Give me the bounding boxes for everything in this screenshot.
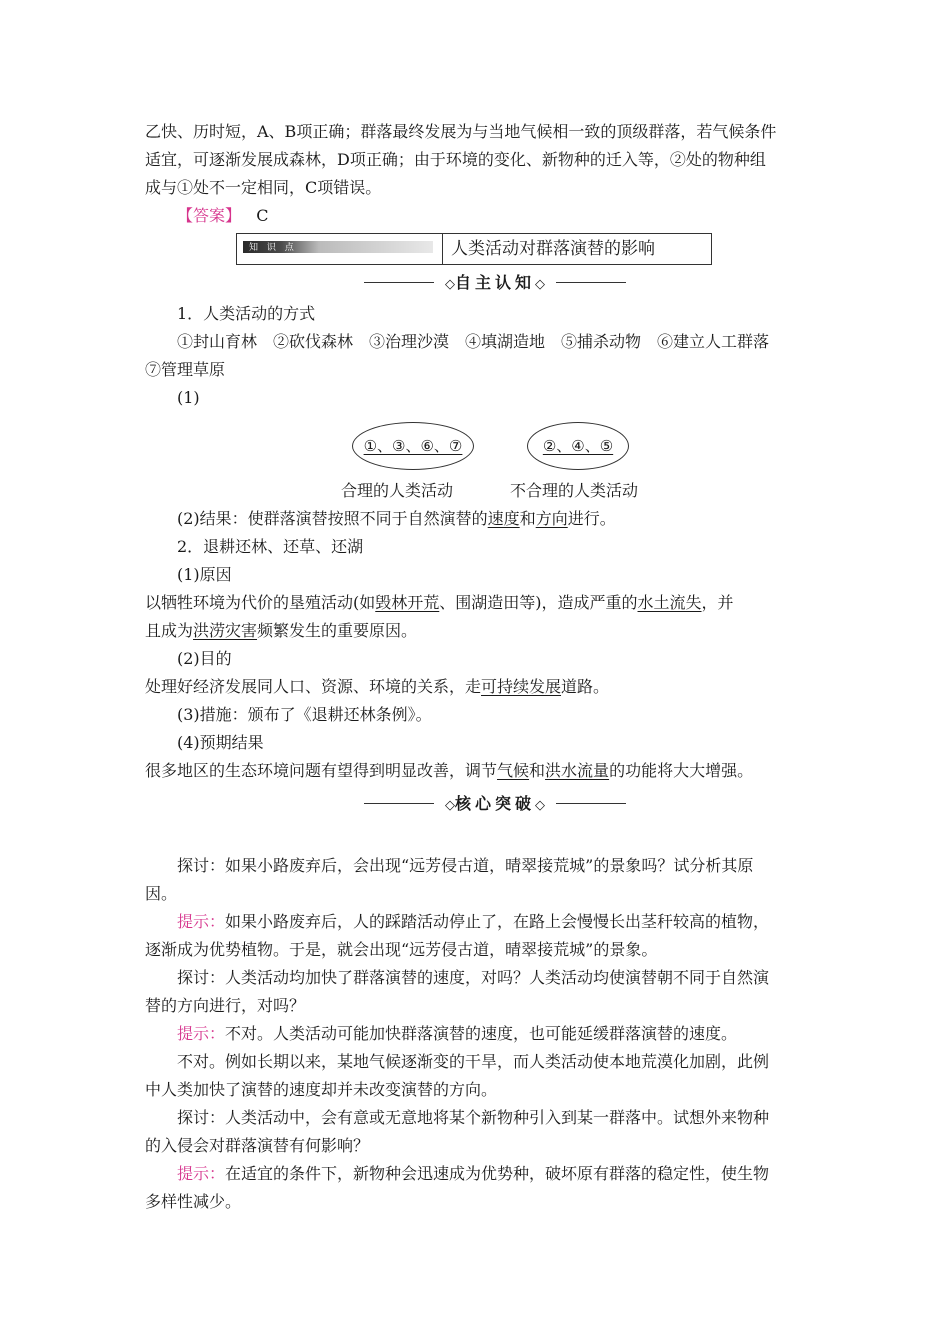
q1-items-line-1: ①封山育林 ②砍伐森林 ③治理沙漠 ④填湖造地 ⑤捕杀动物 ⑥建立人工群落 <box>177 332 770 351</box>
hint-1-line-2: 逐渐成为优势植物。于是，就会出现“远芳侵古道，晴翠接荒城”的景象。 <box>145 940 658 959</box>
box-divider <box>442 234 443 264</box>
result-and: 和 <box>519 509 536 528</box>
reason-line-1 <box>145 589 810 617</box>
diamond-icon: ◇ <box>535 277 545 292</box>
intro-line-3: 成与①处不一定相同，C项错误。 <box>145 178 382 197</box>
ellipse-reasonable <box>352 422 474 470</box>
divider-line-right <box>556 282 626 283</box>
hint-label: 提示： <box>177 1164 226 1183</box>
section-heading-core <box>434 792 556 818</box>
q1-title: 1．人类活动的方式 <box>177 304 316 323</box>
knowledge-point-title: 人类活动对群落演替的影响 <box>451 239 655 259</box>
section-heading-text: 自主认知 <box>454 273 535 292</box>
caption-reasonable: 合理的人类活动 <box>341 481 454 500</box>
reason-title: (1)原因 <box>177 565 232 584</box>
intro-line-2: 适宜，可逐渐发展成森林，D项正确；由于环境的变化、新物种的迁入等，②处的物种组 <box>145 150 766 169</box>
hint-label: 提示： <box>177 1024 226 1043</box>
knowledge-point-tag-text: 知 识 点 <box>249 243 297 253</box>
q2-title: 2．退耕还林、还草、还湖 <box>177 537 364 556</box>
q1-items-line-2: ⑦管理草原 <box>145 360 226 379</box>
discussion-1-line-1: 探讨：如果小路废弃后，会出现“远芳侵古道，晴翠接荒城”的景象吗？试分析其原 <box>177 856 754 875</box>
reasonable-items: ①、③、⑥、⑦ <box>363 437 463 455</box>
answer-value: C <box>256 206 269 225</box>
goal-title: (2)目的 <box>177 649 232 668</box>
result-direction: 方向 <box>535 509 568 528</box>
intro-line-1: 乙快、历时短，A、B项正确；群落最终发展为与当地气候相一致的顶级群落，若气候条件 <box>145 122 777 141</box>
divider-line-left <box>364 282 434 283</box>
knowledge-point-tag <box>243 241 433 253</box>
diamond-icon: ◇ <box>535 798 545 813</box>
discussion-1-line-2: 因。 <box>145 884 178 903</box>
reason-c: ，并 <box>701 593 734 612</box>
hint-3-line-2: 多样性减少。 <box>145 1192 242 1211</box>
reason-erosion: 水土流失 <box>637 593 702 612</box>
expect-climate: 气候 <box>497 761 530 780</box>
expect-flood-flow: 洪水流量 <box>545 761 610 780</box>
diamond-icon: ◇ <box>444 798 455 813</box>
discussion-2-line-2: 替的方向进行，对吗？ <box>145 996 306 1015</box>
divider-line-left <box>364 803 434 804</box>
expect-line <box>145 757 810 785</box>
answer-line <box>177 202 842 230</box>
knowledge-point-box <box>236 233 712 265</box>
discussion-3-line-2: 的入侵会对群落演替有何影响？ <box>145 1136 370 1155</box>
measure-line: (3)措施：颁布了《退耕还林条例》。 <box>177 705 432 724</box>
expect-a: 很多地区的生态环境问题有望得到明显改善，调节 <box>145 761 498 780</box>
result-line <box>177 505 842 533</box>
hint-2-text: 不对。人类活动可能加快群落演替的速度，也可能延缓群落演替的速度。 <box>225 1024 738 1043</box>
hint-1-text: 如果小路废弃后，人的踩踏活动停止了，在路上会慢慢长出茎秆较高的植物， <box>225 912 770 931</box>
caption-unreasonable: 不合理的人类活动 <box>510 481 639 500</box>
answer-label: 【答案】 <box>177 206 242 225</box>
expect-c: 的功能将大大增强。 <box>609 761 754 780</box>
expect-title: (4)预期结果 <box>177 733 264 752</box>
sub-1-label: (1) <box>177 388 200 407</box>
result-speed: 速度 <box>487 509 520 528</box>
goal-b: 道路。 <box>561 677 610 696</box>
hint-2-line-1 <box>177 1020 842 1048</box>
hint-2-line-3: 中人类加快了演替的速度却并未改变演替的方向。 <box>145 1080 498 1099</box>
hint-label: 提示： <box>177 912 226 931</box>
unreasonable-items: ②、④、⑤ <box>542 437 614 455</box>
section-heading-text: 核心突破 <box>454 794 535 813</box>
hint-1-line-1 <box>177 908 842 936</box>
goal-line <box>145 673 810 701</box>
result-suffix: 进行。 <box>567 509 616 528</box>
goal-a: 处理好经济发展同人口、资源、环境的关系，走 <box>145 677 482 696</box>
diamond-icon: ◇ <box>444 277 455 292</box>
reason-deforest: 毁林开荒 <box>375 593 440 612</box>
section-divider-core <box>364 792 626 816</box>
reason-b: 、围湖造田等)，造成严重的 <box>439 593 638 612</box>
reason-line-2 <box>145 617 810 645</box>
discussion-2-line-1: 探讨：人类活动均加快了群落演替的速度，对吗？人类活动均使演替朝不同于自然演 <box>177 968 770 987</box>
section-heading-self-study <box>434 271 556 297</box>
hint-3-text: 在适宜的条件下，新物种会迅速成为优势种，破坏原有群落的稳定性，使生物 <box>225 1164 770 1183</box>
reason-a: 以牺牲环境为代价的垦殖活动(如 <box>145 593 376 612</box>
discussion-3-line-1: 探讨：人类活动中，会有意或无意地将某个新物种引入到某一群落中。试想外来物种 <box>177 1108 770 1127</box>
ellipse-unreasonable <box>527 422 629 470</box>
hint-3-line-1 <box>177 1160 842 1188</box>
reason-flood: 洪涝灾害 <box>193 621 258 640</box>
reason-d: 且成为 <box>145 621 194 640</box>
expect-and: 和 <box>529 761 546 780</box>
reason-e: 频繁发生的重要原因。 <box>257 621 418 640</box>
result-prefix: (2)结果：使群落演替按照不同于自然演替的 <box>177 509 488 528</box>
divider-line-right <box>556 803 626 804</box>
section-divider-self-study <box>364 271 626 295</box>
hint-2-line-2: 不对。例如长期以来，某地气候逐渐变的干旱，而人类活动使本地荒漠化加剧，此例 <box>177 1052 770 1071</box>
goal-sustainable: 可持续发展 <box>481 677 562 696</box>
